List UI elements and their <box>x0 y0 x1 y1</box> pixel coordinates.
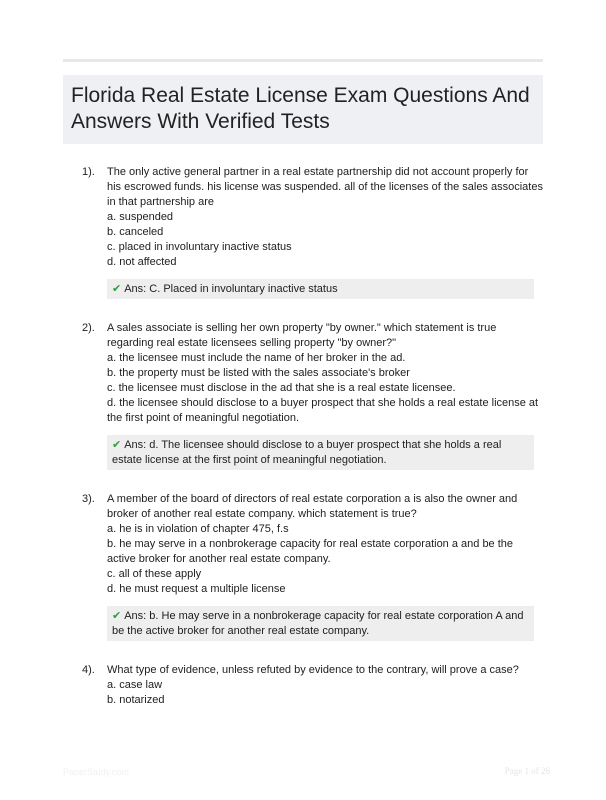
answer-box <box>107 606 534 641</box>
option-d: d. not affected <box>107 256 177 268</box>
question-text: A member of the board of directors of real estate corporation a is also the owner and broker of another real estate company. which statement is true? <box>107 493 518 520</box>
question-3 <box>82 492 543 641</box>
title-banner <box>63 75 543 144</box>
question-text: What type of evidence, unless refuted by evidence to the contrary, will prove a case? <box>107 664 519 676</box>
option-c: c. all of these apply <box>107 568 202 580</box>
option-a: a. suspended <box>107 211 174 223</box>
question-number: 1). <box>82 166 95 178</box>
answer-box <box>107 435 534 470</box>
footer-site-watermark: PaperStudy.com <box>63 767 129 777</box>
question-number: 4). <box>82 664 95 676</box>
answer-text: Ans: C. Placed in involuntary inactive status <box>124 283 338 295</box>
option-d: d. he must request a multiple license <box>107 583 286 595</box>
option-c: c. the licensee must disclose in the ad that she is a real estate licensee. <box>107 382 456 394</box>
check-icon: ✔ <box>112 282 122 295</box>
question-number: 2). <box>82 322 95 334</box>
option-b: b. notarized <box>107 694 165 706</box>
option-b: b. the property must be listed with the sales associate's broker <box>107 367 410 379</box>
option-a: a. the licensee must include the name of her broker in the ad. <box>107 352 406 364</box>
document-title: Florida Real Estate License Exam Questions And Answers With Verified Tests <box>71 84 530 133</box>
answer-text: Ans: b. He may serve in a nonbrokerage capacity for real estate corporation A and be the active broker for another real estate company. <box>112 610 524 637</box>
page-number: Page 1 of 26 <box>504 766 550 776</box>
answer-box <box>107 279 534 299</box>
question-body <box>107 165 543 270</box>
check-icon: ✔ <box>112 609 122 622</box>
question-1 <box>82 165 543 299</box>
top-divider <box>63 59 543 62</box>
option-c: c. placed in involuntary inactive status <box>107 241 292 253</box>
question-2 <box>82 321 543 470</box>
check-icon: ✔ <box>112 438 122 451</box>
option-d: d. the licensee should disclose to a buyer prospect that she holds a real estate license at the first point of meaningful negotiation. <box>107 397 539 424</box>
question-4 <box>82 663 543 708</box>
question-body <box>107 321 543 426</box>
option-a: a. he is in violation of chapter 475, f.s <box>107 523 289 535</box>
answer-text: Ans: d. The licensee should disclose to a buyer prospect that she holds a real estate license at the first point of meaningful negotiation. <box>112 439 502 466</box>
question-number: 3). <box>82 493 95 505</box>
question-text: A sales associate is selling her own property "by owner." which statement is true regarding real estate licensees selling property "by owner?" <box>107 322 497 349</box>
question-text: The only active general partner in a real estate partnership did not account properly for his escrowed funds. his license was suspended. all of the licenses of the sales associates in that partnership are <box>107 166 543 208</box>
question-list <box>82 165 543 730</box>
question-body <box>107 492 543 597</box>
option-b: b. canceled <box>107 226 164 238</box>
option-a: a. case law <box>107 679 163 691</box>
option-b: b. he may serve in a nonbrokerage capacity for real estate corporation a and be the active broker for another real estate company. <box>107 538 514 565</box>
question-body <box>107 663 543 708</box>
